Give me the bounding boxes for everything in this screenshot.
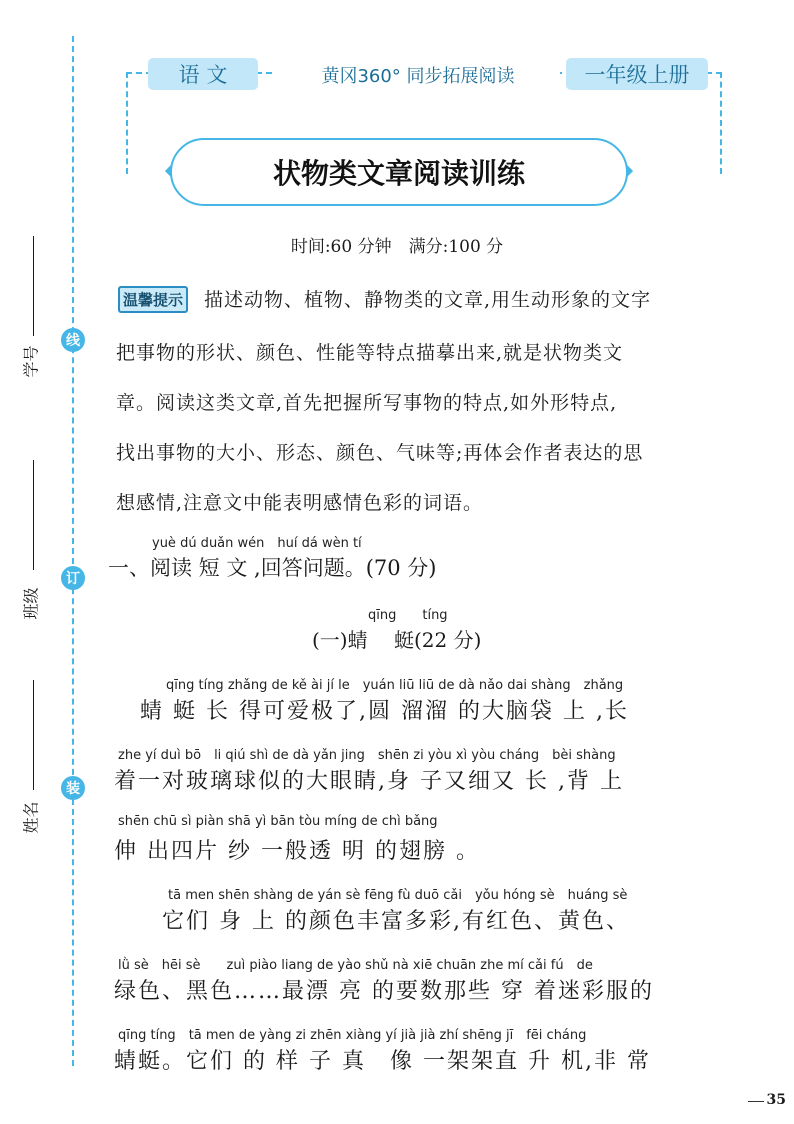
subtitle-pinyin: qīng tíng xyxy=(368,608,448,623)
page-number: 35 xyxy=(766,1092,786,1108)
passage-line: 蜻 蜓 长 得可爱极了,圆 溜溜 的大脑袋 上 ,长 xyxy=(140,699,629,724)
section-pinyin: yuè dú duǎn wén huí dá wèn tí xyxy=(152,536,362,551)
passage-line: 伸 出四片 纱 一般透 明 的翅膀 。 xyxy=(114,839,480,864)
binding-mark-ding: 订 xyxy=(61,566,85,590)
grade-pill: 一年级上册 xyxy=(566,58,708,90)
passage-line: 着一对玻璃球似的大眼睛,身 子又细又 长 ,背 上 xyxy=(114,769,624,794)
class-label: 班级 xyxy=(21,587,41,620)
passage-subtitle: (一)蜻 蜓(22 分) xyxy=(312,628,482,652)
pinyin-line: qīng tíng zhǎng de kě ài jí le yuán liū liū de dà nǎo dai shàng zhǎng xyxy=(166,678,624,693)
name-label: 姓名 xyxy=(21,801,41,834)
class-line xyxy=(33,460,34,570)
passage-line: 它们 身 上 的颜色丰富多彩,有红色、黄色、 xyxy=(162,909,630,934)
pinyin-line: qīng tíng tā men de yàng zi zhēn xiàng yí jià jià zhí shēng jī fēi cháng xyxy=(118,1028,587,1043)
tip-line: 想感情,注意文中能表明感情色彩的词语。 xyxy=(116,492,484,514)
tip-line: 找出事物的大小、形态、颜色、气味等;再体会作者表达的思 xyxy=(116,442,644,464)
student-id-label: 学号 xyxy=(21,345,41,378)
binding-mark-xian: 线 xyxy=(61,328,85,352)
tip-line: 章。阅读这类文章,首先把握所写事物的特点,如外形特点, xyxy=(116,392,618,414)
name-line xyxy=(33,680,34,790)
binding-mark-zhuang: 装 xyxy=(61,776,85,800)
pinyin-line: lǜ sè hēi sè zuì piào liang de yào shǔ nà xiē chuān zhe mí cǎi fú de xyxy=(118,958,593,973)
tip-badge: 温馨提示 xyxy=(118,286,188,313)
series-title: 黄冈360° 同步拓展阅读 xyxy=(276,60,560,90)
time-score-line: 时间:60 分钟 满分:100 分 xyxy=(290,237,504,257)
tip-line: 描述动物、植物、静物类的文章,用生动形象的文字 xyxy=(204,289,652,311)
passage-line: 绿色、黑色……最漂 亮 的要数那些 穿 着迷彩服的 xyxy=(114,979,654,1004)
pinyin-line: zhe yí duì bō li qiú shì de dà yǎn jing shēn zi yòu xì yòu cháng bèi shàng xyxy=(118,748,616,763)
page-title: 状物类文章阅读训练 xyxy=(170,138,628,206)
passage-line: 蜻蜓。它们 的 样 子 真 像 一架架直 升 机,非 常 xyxy=(114,1049,651,1074)
subject-pill: 语 文 xyxy=(148,58,258,90)
pinyin-line: tā men shēn shàng de yán sè fēng fù duō cǎi yǒu hóng sè huáng sè xyxy=(168,888,628,903)
binding-dashed-line xyxy=(72,36,74,1066)
tip-line: 把事物的形状、颜色、性能等特点描摹出来,就是状物类文 xyxy=(116,342,624,364)
pinyin-line: shēn chū sì piàn shā yì bān tòu míng de chì bǎng xyxy=(118,814,438,829)
page-number-dash xyxy=(748,1101,764,1102)
section-heading: 一、阅读 短 文 ,回答问题。(70 分) xyxy=(108,556,437,580)
